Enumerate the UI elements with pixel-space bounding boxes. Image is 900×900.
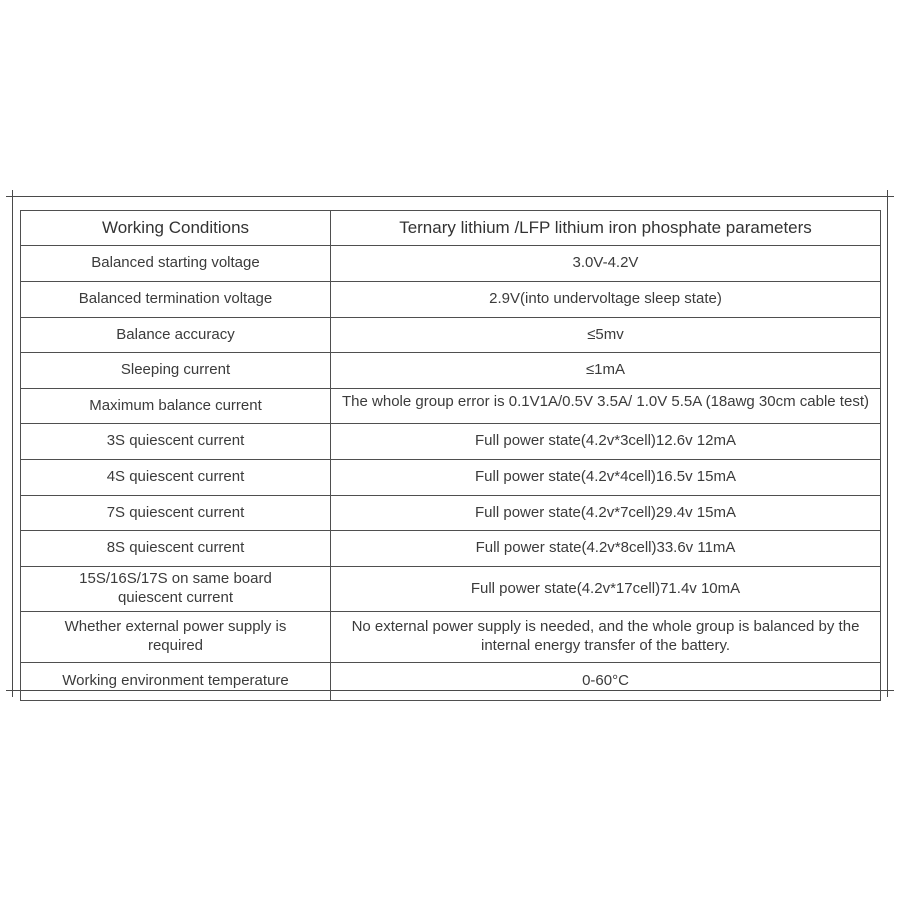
value-text: Full power state(4.2v*17cell)71.4v 10mA xyxy=(470,579,741,597)
value-cell xyxy=(331,246,881,282)
value-text: ≤1mA xyxy=(585,361,626,379)
condition-text: 8S quiescent current xyxy=(106,539,245,557)
value-text: Full power state(4.2v*4cell)16.5v 15mA xyxy=(475,468,736,486)
value-cell xyxy=(331,389,881,424)
value-text: Full power state(4.2v*7cell)29.4v 15mA xyxy=(475,503,736,521)
parameters-table xyxy=(20,210,881,701)
outer-frame-left xyxy=(12,190,13,697)
value-cell xyxy=(331,496,881,531)
header-label: Working Conditions xyxy=(101,218,250,238)
value-cell xyxy=(331,318,881,353)
condition-cell xyxy=(21,353,331,389)
value-text: The whole group error is 0.1V1A/0.5V 3.5A/ 1.0V 5.5A (18awg 30cm cable test) xyxy=(342,393,869,410)
value-text: Full power state(4.2v*3cell)12.6v 12mA xyxy=(475,432,736,450)
condition-text: Balance accuracy xyxy=(116,325,235,343)
table-row xyxy=(21,612,881,663)
table-row xyxy=(21,282,881,318)
outer-frame-right xyxy=(887,190,888,697)
table-header-row xyxy=(21,211,881,246)
table-row xyxy=(21,567,881,612)
condition-cell xyxy=(21,246,331,282)
condition-cell xyxy=(21,389,331,424)
value-text: 3.0V-4.2V xyxy=(572,254,639,272)
condition-cell xyxy=(21,282,331,318)
table-row xyxy=(21,424,881,460)
table-row xyxy=(21,531,881,567)
table-row xyxy=(21,496,881,531)
condition-cell xyxy=(21,663,331,701)
condition-cell xyxy=(21,318,331,353)
value-cell xyxy=(331,282,881,318)
condition-text: 15S/16S/17S on same board quiescent current xyxy=(79,570,272,606)
value-cell xyxy=(331,663,881,701)
value-cell xyxy=(331,460,881,496)
condition-text: 3S quiescent current xyxy=(106,432,245,450)
table-row xyxy=(21,246,881,282)
value-text: 2.9V(into undervoltage sleep state) xyxy=(489,290,722,308)
condition-cell xyxy=(21,460,331,496)
condition-cell xyxy=(21,496,331,531)
condition-text: 7S quiescent current xyxy=(106,503,245,521)
condition-text: Sleeping current xyxy=(120,361,231,379)
condition-cell xyxy=(21,531,331,567)
table-row xyxy=(21,353,881,389)
table-row xyxy=(21,389,881,424)
value-text: No external power supply is needed, and the whole group is balanced by the internal energy transfer of the battery. xyxy=(351,618,860,654)
condition-text: Balanced starting voltage xyxy=(91,254,260,272)
value-text: ≤5mv xyxy=(587,325,624,343)
condition-cell xyxy=(21,567,331,612)
condition-text: Whether external power supply is required xyxy=(64,618,287,654)
value-text: Full power state(4.2v*8cell)33.6v 11mA xyxy=(475,539,736,557)
value-cell xyxy=(331,353,881,389)
value-cell xyxy=(331,567,881,612)
condition-text: Working environment temperature xyxy=(62,672,289,690)
table-row xyxy=(21,318,881,353)
outer-frame-top xyxy=(6,196,894,197)
condition-text: 4S quiescent current xyxy=(106,468,245,486)
condition-cell xyxy=(21,424,331,460)
condition-cell xyxy=(21,612,331,663)
value-cell xyxy=(331,531,881,567)
value-cell xyxy=(331,424,881,460)
condition-text: Balanced termination voltage xyxy=(78,290,273,308)
table-row xyxy=(21,460,881,496)
value-text: 0-60°C xyxy=(582,672,629,690)
condition-text: Maximum balance current xyxy=(89,396,262,414)
value-cell xyxy=(331,612,881,663)
header-label: Ternary lithium /LFP lithium iron phosphate parameters xyxy=(399,218,812,238)
header-parameters xyxy=(331,211,881,246)
header-working-conditions xyxy=(21,211,331,246)
table-row xyxy=(21,663,881,701)
